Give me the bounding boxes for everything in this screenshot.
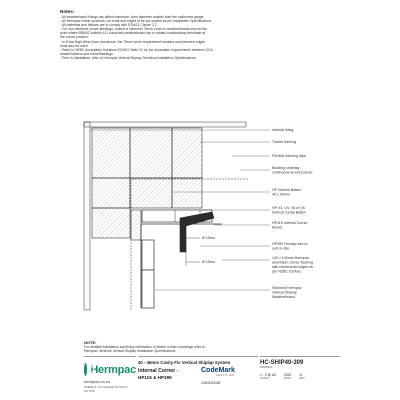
- bottom-note-title: NOTE:: [84, 340, 97, 345]
- scale-value: 1 : 2 @ A4: [260, 373, 276, 377]
- label-building-underlay: continuous around corner: [272, 170, 313, 175]
- note-item: point where BRANZ bulletin 411 compliant weatherboard tap or rebate combinations terminate at: [60, 31, 206, 36]
- label-cavity-batten: Vertical Cavity Batten: [272, 210, 307, 215]
- rev-value: A: [299, 373, 302, 377]
- note-item: - All weatherboard fixings are drilled maximum 1mm diameter smaller than the nail/screw gauge: [60, 15, 204, 19]
- label-vertical-batten: HP Vertical Batten: [272, 188, 302, 192]
- label-building-underlay: Building underlay: [272, 166, 300, 170]
- brand-warning: SUBJECT TO CHANGE WITHOUT NOTICE: [84, 385, 128, 393]
- brand-url: hermpac.co.nz: [84, 379, 111, 384]
- drawing-code-caption: DRAWING: [260, 366, 273, 369]
- codemark-certified: CERTIFIED: [215, 374, 235, 377]
- vertical-cavity-batten: [131, 210, 141, 240]
- hermpac-logo-icon: [84, 363, 87, 376]
- drawing-subtitle: HP115 & HP399: [138, 375, 172, 380]
- callout-labels: [272, 128, 314, 299]
- weatherboard-vertical: [142, 240, 154, 308]
- label-shiplap: Selected Hermpac: [272, 286, 302, 290]
- drawing-code: HC-SHIP40-309: [260, 360, 304, 366]
- label-aluminium-flashing: with unhemmed edges as: [272, 265, 313, 269]
- titleblock-title: [138, 356, 258, 391]
- drawing-meta: [260, 373, 340, 380]
- note-item: - For non-hemmed corner flashings, ensure a minimum 75mm cover to weatherboards beyond the: [60, 27, 208, 32]
- date-key: DATE: [283, 377, 291, 380]
- note-item: - All Hermpac timber products, cut ends and edges to be pre-coated as per Installation Specifications: [60, 19, 212, 24]
- rev-key: REV: [299, 377, 305, 380]
- codemark-name: CodeMark: [201, 367, 235, 374]
- bottom-note-line: Hermpac VertiLine Vertical Shiplap Installation Specifications.: [84, 349, 177, 353]
- drawing-system-title: 40 - 45mm Cavity Fix Vertical Shiplap System: [138, 360, 231, 365]
- date-value: 2022: [283, 373, 292, 377]
- label-timber-framing: Timber framing: [272, 140, 297, 144]
- cavity-batten: [172, 178, 202, 208]
- dimension-markers: [186, 234, 200, 266]
- dimension-label: Ø 12mm: [202, 260, 215, 264]
- label-corner-mould: Mould: [272, 225, 282, 230]
- scale-key: SCALE: [260, 377, 269, 380]
- titleblock-brand: [84, 356, 136, 391]
- note-item: - Prior to installation, refer to Hermpac Vertical Shiplap Technical Installation Specifications.: [60, 55, 197, 60]
- internal-lining-vertical: [84, 122, 90, 310]
- codemark-number: CMNZ30038: [201, 381, 221, 385]
- label-shiplap: Vertical Shiplap: [272, 290, 297, 295]
- note-item: the corner junction.: [60, 35, 89, 40]
- internal-lining-horizontal: [84, 122, 246, 127]
- note-item: - Refer to NZBC Acceptable Solutions E2/AS1 Table 21 for the separation requirements between CCA: [60, 47, 213, 52]
- notes-title: Notes:: [60, 9, 75, 14]
- label-aluminium-flashing: per NZBC E2/AS1: [272, 269, 302, 274]
- note-item: must also be used.: [60, 43, 89, 48]
- label-aluminium-flashing: 140 x 140mm Hermpac: [272, 256, 310, 260]
- titleblock-code: [260, 356, 340, 391]
- bottom-note: [84, 345, 324, 353]
- label-vertical-batten: 45 x 40mm: [272, 192, 290, 197]
- label-flexitape-trim: HP399 Flexitap trim to: [272, 242, 308, 246]
- brand-name: Hermpac: [90, 363, 136, 376]
- note-item: treated battens and metal flashings: [60, 51, 113, 56]
- label-flexitape-trim: suit on site: [272, 246, 290, 251]
- label-cavity-batten: HP V3, V4, V5 or V6: [272, 206, 305, 210]
- note-item: - In Extra High Wind Zone and above, the 75mm cover requirement remains and hemmed edges: [60, 39, 205, 44]
- label-shiplap: Weatherboard: [272, 295, 295, 299]
- label-flexible-flashing-tape: Flexible flashing tape: [272, 154, 306, 158]
- drawing-title: Internal Corner -: [138, 368, 179, 374]
- note-item: - All materials and fixtures are to comply with E2/AS1 Clause 2.2: [60, 23, 157, 28]
- label-internal-lining: Internal lining: [272, 128, 294, 132]
- label-corner-mould: HP115 Internal Corner: [272, 221, 308, 225]
- label-aluminium-flashing: aluminium corner flashing: [272, 260, 313, 265]
- dimension-label: Ø 12mm: [202, 236, 215, 240]
- vertical-batten: [130, 178, 172, 208]
- bottom-note-line: For detailed installation and fixing information of timber corner mouldings refer to: [84, 345, 205, 349]
- codemark-badge: [201, 367, 235, 385]
